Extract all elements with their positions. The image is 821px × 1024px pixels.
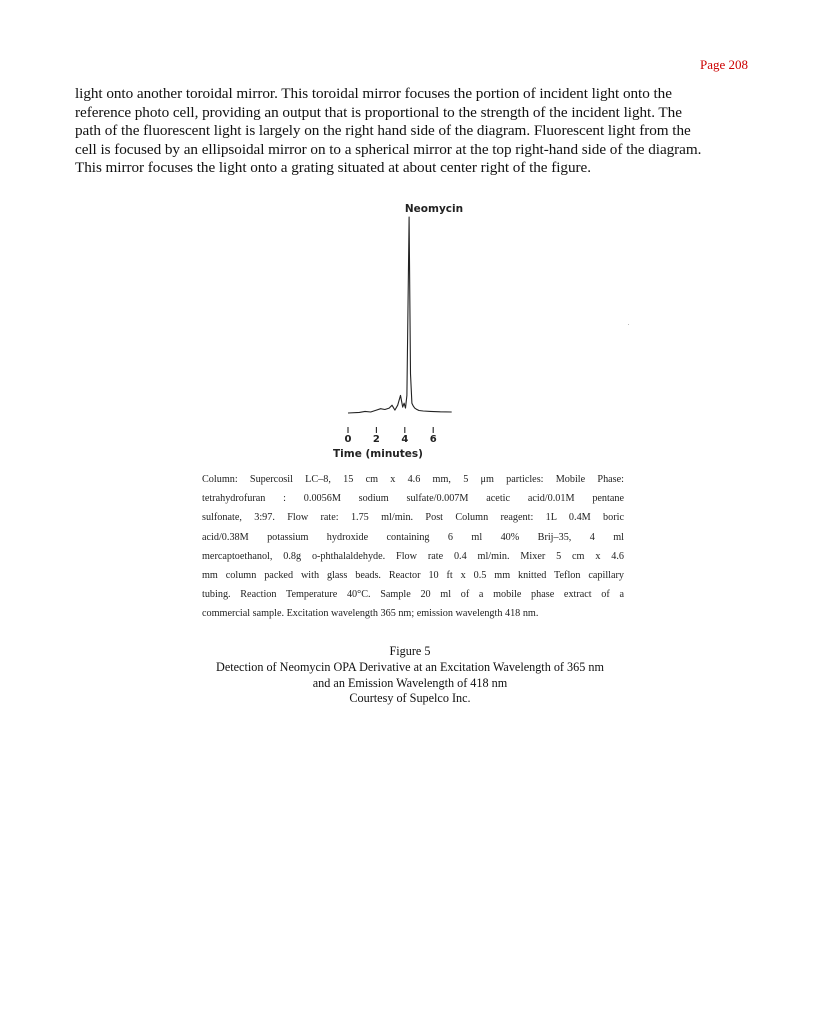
chart-title: Neomycin xyxy=(404,203,464,215)
page-number: Page 208 xyxy=(699,57,748,72)
figure-credit: Courtesy of Supelco Inc. xyxy=(349,691,471,706)
x-tick-label: 6 xyxy=(429,434,437,445)
body-line: This mirror focuses the light onto a grating situated at about center right of the figure. xyxy=(75,159,591,176)
body-line: light onto another toroidal mirror. This toroidal mirror focuses the portion of incident light onto the xyxy=(75,85,672,102)
conditions-line: sulfonate, 3:97. Flow rate: 1.75 ml/min. Post Column reagent: 1L 0.4M boric xyxy=(202,512,624,524)
conditions-line: mercaptoethanol, 0.8g o-phthalaldehyde. Flow rate 0.4 ml/min. Mixer 5 cm x 4.6 xyxy=(202,550,624,562)
x-axis-ticks xyxy=(345,427,437,445)
chromatogram-trace xyxy=(348,217,452,413)
conditions-line: mm column packed with glass beads. Reactor 10 ft x 0.5 mm knitted Teflon capillary xyxy=(202,570,624,582)
conditions-line: commercial sample. Excitation wavelength 365 nm; emission wavelength 418 nm. xyxy=(202,608,539,620)
conditions-line: tetrahydrofuran : 0.0056M sodium sulfate/0.007M acetic acid/0.01M pentane xyxy=(202,493,624,505)
body-line: reference photo cell, providing an output that is proportional to the strength of the incident light. The xyxy=(75,103,682,121)
figure-label: Figure 5 xyxy=(389,644,431,658)
conditions-line: Column: Supercosil LC–8, 15 cm x 4.6 mm, 5 μm particles: Mobile Phase: xyxy=(202,474,624,485)
conditions-line: tubing. Reaction Temperature 40°C. Sample 20 ml of a mobile phase extract of a xyxy=(202,589,624,601)
body-line: path of the fluorescent light is largely on the right hand side of the diagram. Fluorescent light from the xyxy=(75,122,691,139)
chromatographic-conditions xyxy=(202,470,624,624)
conditions-line: acid/0.38M potassium hydroxide containing 6 ml 40% Brij–35, 4 ml xyxy=(202,531,624,543)
body-line: cell is focused by an ellipsoidal mirror on to a spherical mirror at the top right-hand side of the diagram. xyxy=(75,140,702,158)
figure-title-line-2: and an Emission Wavelength of 418 nm xyxy=(312,675,508,690)
x-tick-label: 0 xyxy=(344,434,352,445)
x-tick-label: 4 xyxy=(401,434,409,445)
figure-title-line-1: Detection of Neomycin OPA Derivative at an Excitation Wavelength of 365 nm xyxy=(216,659,604,674)
scan-speck xyxy=(628,324,629,325)
figure-caption xyxy=(160,644,660,707)
chromatogram-chart xyxy=(330,195,490,465)
body-paragraph xyxy=(75,85,755,178)
chromatogram-figure xyxy=(330,195,490,465)
x-axis-label: Time (minutes) xyxy=(333,448,423,460)
x-tick-label: 2 xyxy=(372,434,380,445)
